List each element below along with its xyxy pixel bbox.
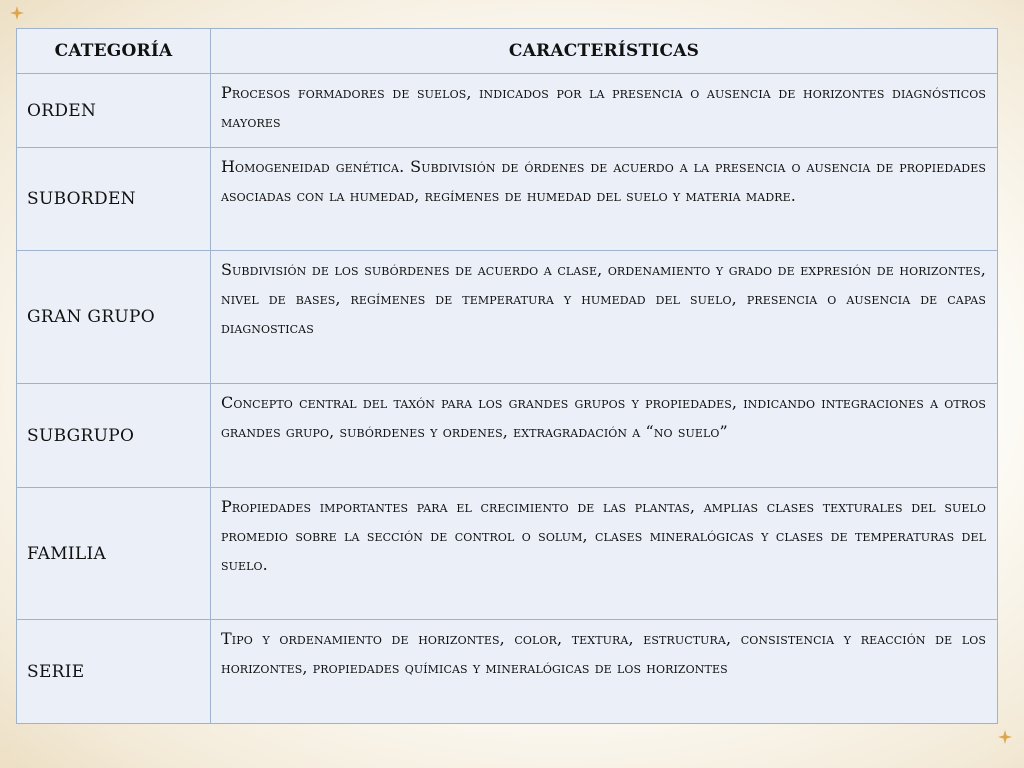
table-row [17, 488, 998, 620]
description-cell: Procesos formadores de suelos, indicados por la presencia o ausencia de horizontes diagnósticos mayores [211, 74, 998, 148]
category-cell: FAMILIA [17, 488, 211, 620]
category-cell: SUBORDEN [17, 148, 211, 251]
table-row [17, 251, 998, 384]
description-cell: Tipo y ordenamiento de horizontes, color, textura, estructura, consistencia y reacción de los horizontes, propiedades químicas y mineralógicas de los horizontes [211, 620, 998, 724]
description-cell: Concepto central del taxón para los grandes grupos y propiedades, indicando integraciones a otros grandes grupo, subórdenes y ordenes, extragradación a “no suelo” [211, 384, 998, 488]
table-row [17, 620, 998, 724]
description-cell: Propiedades importantes para el crecimiento de las plantas, amplias clases texturales del suelo promedio sobre la sección de control o solum, clases mineralógicas y clases de temperaturas del suelo. [211, 488, 998, 620]
table-row [17, 148, 998, 251]
category-cell: SERIE [17, 620, 211, 724]
decorative-star-icon [10, 6, 24, 20]
table-row [17, 74, 998, 148]
description-cell: Subdivisión de los subórdenes de acuerdo a clase, ordenamiento y grado de expresión de horizontes, nivel de bases, regímenes de temperatura y humedad del suelo, presencia o ausencia de capas diagnosticas [211, 251, 998, 384]
description-cell: Homogeneidad genética. Subdivisión de órdenes de acuerdo a la presencia o ausencia de propiedades asociadas con la humedad, regímenes de humedad del suelo y materia madre. [211, 148, 998, 251]
category-cell: GRAN GRUPO [17, 251, 211, 384]
header-caracteristicas: CARACTERÍSTICAS [211, 29, 998, 74]
soil-taxonomy-table [16, 28, 998, 724]
category-cell: ORDEN [17, 74, 211, 148]
table-header-row [17, 29, 998, 74]
header-categoria: CATEGORÍA [17, 29, 211, 74]
category-cell: SUBGRUPO [17, 384, 211, 488]
table-row [17, 384, 998, 488]
decorative-star-icon [998, 730, 1012, 744]
